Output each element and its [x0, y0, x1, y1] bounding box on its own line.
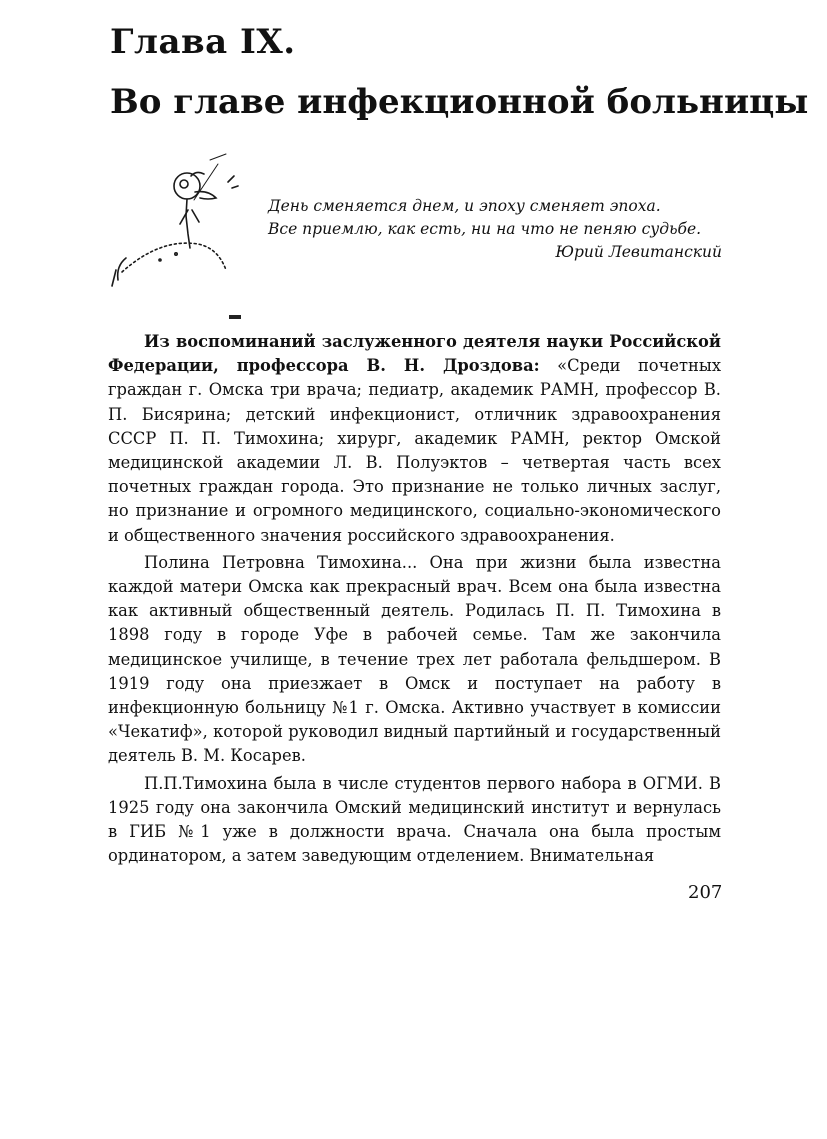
epigraph	[268, 195, 728, 264]
page-number: 207	[688, 882, 723, 903]
epigraph-author: Юрий Левитанский	[555, 243, 722, 261]
paragraph-1-text: «Среди почетных граждан г. Омска три врача; педиатр, академик РАМН, профессор В. П. Бисярина; детский инфекционист, отличник здравоохранения СССР П. П. Тимохина; хирург, академик РАМН, ректор Омской медицинской академии Л. В. Полуэктов – четвертая часть всех почетных граждан города. Это признание не только личных заслуг, но признание и огромного медицинского, социально-экономического и общественного значения российского здравоохранения.	[108, 356, 721, 545]
epigraph-line-2: Все приемлю, как есть, ни на что не пеняю судьбе.	[268, 220, 702, 238]
paragraph-1-lead: Из воспоминаний заслуженного деятеля науки Российской Федерации, профессора В. Н. Дроздова:	[108, 332, 721, 376]
chapter-title: Во главе инфекционной больницы	[110, 82, 809, 122]
chapter-label: Глава IX.	[110, 22, 296, 62]
dash-mark	[229, 315, 241, 319]
paragraph-3: П.П.Тимохина была в числе студентов первого набора в ОГМИ. В 1925 году она закончила Омский медицинский институт и вернулась в ГИБ №1 уже в должности врача. Сначала она была простым ординатором, а затем заведующим отделением. Внимательная	[108, 773, 721, 866]
paragraph-1	[108, 330, 721, 548]
little-prince-sketch-icon	[100, 140, 250, 290]
body-text	[108, 330, 721, 868]
paragraph-2: Полина Петровна Тимохина... Она при жизни была известна каждой матери Омска как прекрасный врач. Всем она была известна как активный общественный деятель. Родилась П. П. Тимохина в 1898 году в городе Уфе в рабочей семье. Там же закончила медицинское училище, в течение трех лет работала фельдшером. В 1919 году она приезжает в Омск и поступает на работу в инфекционную больницу №1 г. Омска. Активно участвует в комиссии «Чекатиф», которой руководил видный партийный и государственный деятель В. М. Косарев.	[108, 552, 721, 766]
epigraph-line-1: День сменяется днем, и эпоху сменяет эпоха.	[268, 197, 661, 215]
